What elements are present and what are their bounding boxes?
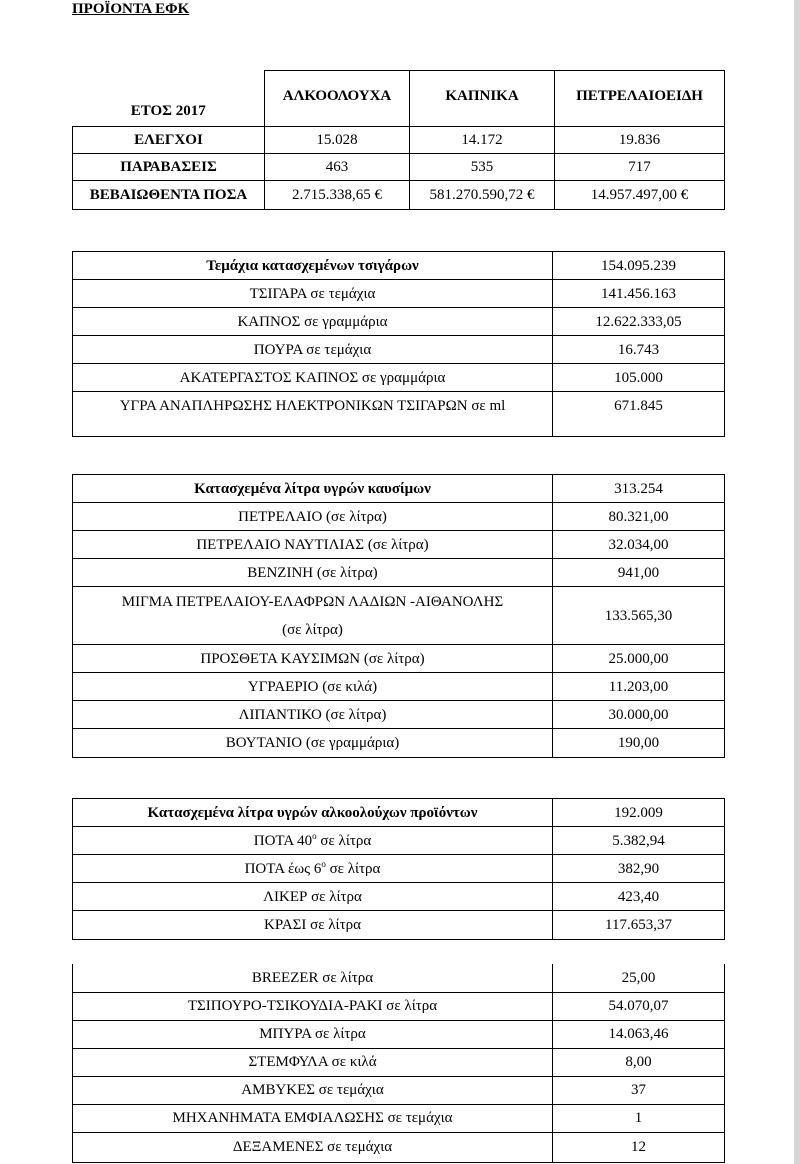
table-row bbox=[73, 364, 725, 392]
row-label: ΥΓΡΑ ΑΝΑΠΛΗΡΩΣΗΣ ΗΛΕΚΤΡΟΝΙΚΩΝ ΤΣΙΓΑΡΩΝ σε ml bbox=[73, 392, 553, 437]
tobacco-table bbox=[72, 251, 725, 437]
table-row bbox=[73, 701, 725, 729]
table-row bbox=[73, 1020, 725, 1048]
header-label: Κατασχεμένα λίτρα υγρών αλκοολούχων προϊόντων bbox=[73, 799, 553, 827]
cell-value: 581.270.590,72 € bbox=[410, 181, 555, 210]
col-alcohol: ΑΛΚΟΟΛΟΥΧΑ bbox=[265, 71, 410, 127]
page-title: ΠΡΟΪΟΝΤΑ ΕΦΚ bbox=[72, 1, 190, 17]
table-row bbox=[73, 154, 725, 181]
table-row bbox=[73, 883, 725, 911]
row-value: 80.321,00 bbox=[553, 503, 725, 531]
row-label: BREEZER σε λίτρα bbox=[73, 964, 553, 992]
row-value: 8,00 bbox=[553, 1048, 725, 1076]
row-value: 30.000,00 bbox=[553, 701, 725, 729]
row-label: ΠΟΤΑ έως $6^o$ σε λίτρα bbox=[73, 855, 553, 883]
row-value: 1 bbox=[553, 1104, 725, 1132]
table-row bbox=[73, 1048, 725, 1076]
row-label: ΤΣΙΓΑΡΑ σε τεμάχια bbox=[73, 280, 553, 308]
row-value: 105.000 bbox=[553, 364, 725, 392]
row-label: ΕΛΕΓΧΟΙ bbox=[73, 127, 265, 154]
row-label: ΠΟΤΑ $40^o$ σε λίτρα bbox=[73, 827, 553, 855]
row-value: 16.743 bbox=[553, 336, 725, 364]
table-row bbox=[73, 127, 725, 154]
table-header-row bbox=[73, 475, 725, 503]
row-value: 423,40 bbox=[553, 883, 725, 911]
row-value: 117.653,37 bbox=[553, 911, 725, 940]
cell-value: 14.957.497,00 € bbox=[555, 181, 725, 210]
cell-value: 463 bbox=[265, 154, 410, 181]
table-row bbox=[73, 992, 725, 1020]
row-value: 133.565,30 bbox=[553, 587, 725, 645]
row-label: ΠΡΟΣΘΕΤΑ ΚΑΥΣΙΜΩΝ (σε λίτρα) bbox=[73, 645, 553, 673]
row-value: 25,00 bbox=[553, 964, 725, 992]
row-label: ΜΠΥΡΑ σε λίτρα bbox=[73, 1020, 553, 1048]
row-label: ΠΑΡΑΒΑΣΕΙΣ bbox=[73, 154, 265, 181]
header-label: Τεμάχια κατασχεμένων τσιγάρων bbox=[73, 252, 553, 280]
row-label-line: ΜΙΓΜΑ ΠΕΤΡΕΛΑΙΟΥ-ΕΛΑΦΡΩΝ ΛΑΔΙΩΝ -ΑΙΘΑΝΟΛΗΣ bbox=[121, 593, 504, 610]
table-row bbox=[73, 1076, 725, 1104]
row-label: ΣΤΕΜΦΥΛΑ σε κιλά bbox=[73, 1048, 553, 1076]
table-row bbox=[73, 392, 725, 437]
row-value: 32.034,00 bbox=[553, 531, 725, 559]
row-label: ΠΕΤΡΕΛΑΙΟ (σε λίτρα) bbox=[73, 503, 553, 531]
header-value: 154.095.239 bbox=[553, 252, 725, 280]
cell-value: 14.172 bbox=[410, 127, 555, 154]
table-row bbox=[73, 280, 725, 308]
row-label: ΔΕΞΑΜΕΝΕΣ σε τεμάχια bbox=[73, 1132, 553, 1162]
row-label: ΒΕΒΑΙΩΘΕΝΤΑ ΠΟΣΑ bbox=[73, 181, 265, 210]
row-label: ΒΕΝΖΙΝΗ (σε λίτρα) bbox=[73, 559, 553, 587]
row-label: ΠΟΥΡΑ σε τεμάχια bbox=[73, 336, 553, 364]
row-label-line: (σε λίτρα) bbox=[282, 621, 343, 638]
row-value: 11.203,00 bbox=[553, 673, 725, 701]
row-label: ΠΕΤΡΕΛΑΙΟ ΝΑΥΤΙΛΙΑΣ (σε λίτρα) bbox=[73, 531, 553, 559]
table-row bbox=[73, 964, 725, 992]
row-value: 54.070,07 bbox=[553, 992, 725, 1020]
row-label: ΥΓΡΑΕΡΙΟ (σε κιλά) bbox=[73, 673, 553, 701]
table-row bbox=[73, 181, 725, 210]
row-label: ΛΙΚΕΡ σε λίτρα bbox=[73, 883, 553, 911]
alcohol-continued-table bbox=[72, 964, 725, 1163]
alcohol-table bbox=[72, 798, 725, 940]
table-header-row bbox=[73, 252, 725, 280]
row-value: 671.845 bbox=[553, 392, 725, 437]
row-label: ΑΚΑΤΕΡΓΑΣΤΟΣ ΚΑΠΝΟΣ σε γραμμάρια bbox=[73, 364, 553, 392]
row-label: ΑΜΒΥΚΕΣ σε τεμάχια bbox=[73, 1076, 553, 1104]
table-row bbox=[73, 855, 725, 883]
table-row bbox=[73, 587, 725, 645]
row-value: 141.456.163 bbox=[553, 280, 725, 308]
cell-value: 15.028 bbox=[265, 127, 410, 154]
table-row bbox=[73, 827, 725, 855]
table-row bbox=[73, 645, 725, 673]
table-row bbox=[73, 1132, 725, 1162]
row-value: 12 bbox=[553, 1132, 725, 1162]
table-row bbox=[73, 729, 725, 758]
row-label: ΚΡΑΣΙ σε λίτρα bbox=[73, 911, 553, 940]
row-value: 25.000,00 bbox=[553, 645, 725, 673]
row-value: 12.622.333,05 bbox=[553, 308, 725, 336]
table-row bbox=[73, 308, 725, 336]
cell-value: 19.836 bbox=[555, 127, 725, 154]
cell-value: 717 bbox=[555, 154, 725, 181]
row-label: ΒΟΥΤΑΝΙΟ (σε γραμμάρια) bbox=[73, 729, 553, 758]
table-row bbox=[73, 673, 725, 701]
row-label: ΜΗΧΑΝΗΜΑΤΑ ΕΜΦΙΑΛΩΣΗΣ σε τεμάχια bbox=[73, 1104, 553, 1132]
table-row bbox=[73, 531, 725, 559]
cell-value: 2.715.338,65 € bbox=[265, 181, 410, 210]
header-value: 192.009 bbox=[553, 799, 725, 827]
row-value: 190,00 bbox=[553, 729, 725, 758]
row-label bbox=[73, 587, 553, 645]
col-tobacco: ΚΑΠΝΙΚΑ bbox=[410, 71, 555, 127]
table-row bbox=[73, 336, 725, 364]
row-value: 37 bbox=[553, 1076, 725, 1104]
row-label: ΤΣΙΠΟΥΡΟ-ΤΣΙΚΟΥΔΙΑ-ΡΑΚΙ σε λίτρα bbox=[73, 992, 553, 1020]
col-petroleum: ΠΕΤΡΕΛΑΙΟΕΙΔΗ bbox=[555, 71, 725, 127]
fuels-table bbox=[72, 474, 725, 758]
table-header-row bbox=[73, 799, 725, 827]
row-value: 14.063,46 bbox=[553, 1020, 725, 1048]
table-row bbox=[73, 911, 725, 940]
row-value: 382,90 bbox=[553, 855, 725, 883]
page-edge bbox=[794, 0, 800, 1164]
row-value: 5.382,94 bbox=[553, 827, 725, 855]
table-row bbox=[73, 503, 725, 531]
row-value: 941,00 bbox=[553, 559, 725, 587]
table-row bbox=[73, 1104, 725, 1132]
row-label: ΛΙΠΑΝΤΙΚΟ (σε λίτρα) bbox=[73, 701, 553, 729]
header-label: Κατασχεμένα λίτρα υγρών καυσίμων bbox=[73, 475, 553, 503]
year-label: ΕΤΟΣ 2017 bbox=[73, 71, 265, 127]
table-row bbox=[73, 559, 725, 587]
summary-table bbox=[72, 70, 725, 210]
header-value: 313.254 bbox=[553, 475, 725, 503]
row-label: ΚΑΠΝΟΣ σε γραμμάρια bbox=[73, 308, 553, 336]
cell-value: 535 bbox=[410, 154, 555, 181]
